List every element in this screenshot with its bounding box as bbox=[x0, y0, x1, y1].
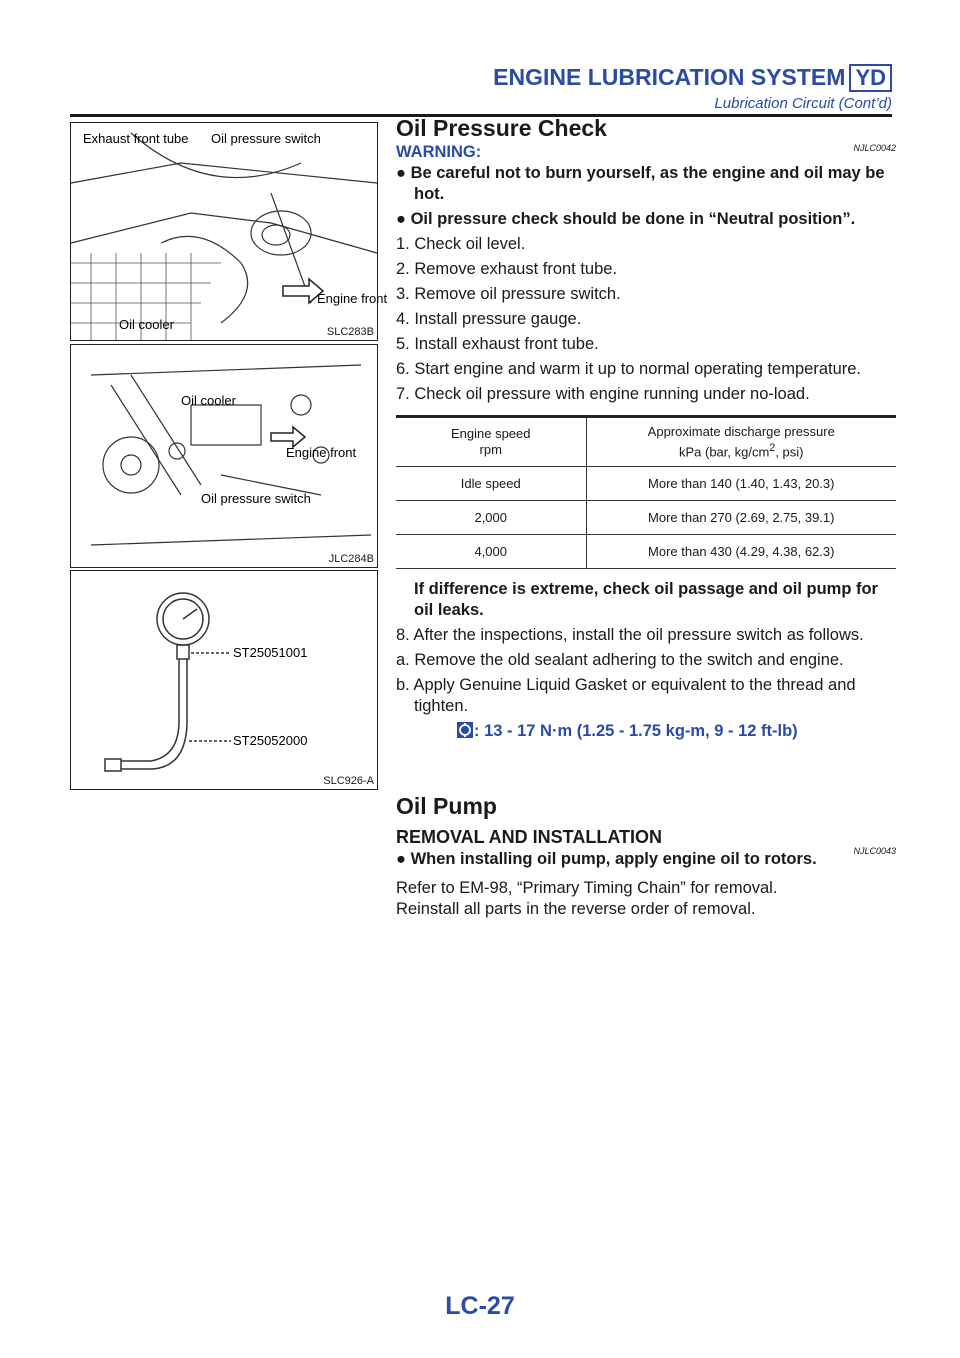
table-header-pressure: Approximate discharge pressure kPa (bar, $kg/cm^2$, psi) bbox=[586, 418, 896, 467]
step-item: 5. Install exhaust front tube. bbox=[396, 335, 599, 353]
figure-1-label-switch: Oil pressure switch bbox=[211, 131, 321, 146]
step-item: 8. After the inspections, install the oil pressure switch as follows. bbox=[396, 626, 864, 645]
section-tag: NJLC0042 bbox=[853, 143, 896, 153]
step-item: b. Apply Genuine Liquid Gasket or equivalent to the thread and tighten. bbox=[396, 676, 856, 716]
oil-pressure-check-section bbox=[396, 115, 896, 742]
figure-1-id: SLC283B bbox=[326, 326, 374, 338]
step-item: 6. Start engine and warm it up to normal operating temperature. bbox=[396, 360, 862, 378]
pump-bullet: ● When installing oil pump, apply engine oil to rotors. bbox=[396, 850, 817, 868]
figure-oil-cooler-engine-front bbox=[70, 344, 378, 568]
engine-badge: YD bbox=[849, 64, 892, 92]
step-item: 7. Check oil pressure with engine running under no-load. bbox=[396, 385, 810, 403]
step-item: 1. Check oil level. bbox=[396, 235, 526, 253]
section-title: ENGINE LUBRICATION SYSTEM bbox=[493, 64, 846, 90]
step-item: 2. Remove exhaust front tube. bbox=[396, 260, 618, 278]
table-header-row bbox=[396, 418, 896, 467]
table-row: 2,000 More than 270 (2.69, 2.75, 39.1) bbox=[396, 501, 896, 535]
figure-2-id: JLC284B bbox=[328, 553, 374, 565]
figure-3-id: SLC926-A bbox=[323, 775, 374, 787]
figure-1-label-engine-front: Engine front bbox=[317, 291, 388, 306]
figure-2-label-switch: Oil pressure switch bbox=[201, 491, 311, 506]
step-item: 4. Install pressure gauge. bbox=[396, 310, 582, 328]
step-item: 3. Remove oil pressure switch. bbox=[396, 285, 621, 303]
figure-2-label-engine-front: Engine front bbox=[286, 445, 357, 460]
removal-installation-heading: REMOVAL AND INSTALLATION bbox=[396, 827, 662, 847]
table-header-speed: Engine speed rpm bbox=[396, 418, 586, 467]
figure-3-label-gauge: ST25051001 bbox=[233, 645, 308, 660]
pressure-spec-table bbox=[396, 415, 896, 569]
figure-3-label-hose: ST25052000 bbox=[233, 733, 308, 748]
pump-instruction: Refer to EM-98, “Primary Timing Chain” for removal. bbox=[396, 879, 778, 897]
note-text: If difference is extreme, check oil passage and oil pump for oil leaks. bbox=[414, 580, 878, 620]
warning-bullet: ● Oil pressure check should be done in “Neutral position”. bbox=[396, 210, 856, 228]
warning-bullet: ● Be careful not to burn yourself, as the engine and oil may be hot. bbox=[396, 164, 885, 203]
oil-pump-heading: Oil Pump bbox=[396, 793, 497, 819]
figure-1-label-exhaust: Exhaust front tube bbox=[83, 131, 189, 146]
section-subtitle: Lubrication Circuit (Cont’d) bbox=[714, 95, 892, 112]
torque-icon bbox=[456, 721, 474, 739]
table-row: 4,000 More than 430 (4.29, 4.38, 62.3) bbox=[396, 535, 896, 569]
figure-oil-pressure-switch-location bbox=[70, 122, 388, 341]
page-header bbox=[493, 64, 892, 92]
figure-1-drawing bbox=[71, 123, 388, 340]
step-item: a. Remove the old sealant adhering to the switch and engine. bbox=[396, 651, 844, 670]
section-tag: NJLC0043 bbox=[853, 846, 896, 856]
torque-spec: : 13 - 17 N·m (1.25 - 1.75 kg-m, 9 - 12 ft-lb) bbox=[396, 721, 896, 742]
figure-1-label-oil-cooler: Oil cooler bbox=[119, 317, 174, 332]
oil-pressure-check-heading: Oil Pressure Check bbox=[396, 115, 607, 141]
figure-3-drawing bbox=[71, 571, 377, 789]
figure-pressure-gauge bbox=[70, 570, 378, 790]
page-number: LC-27 bbox=[445, 1292, 515, 1320]
pump-instruction: Reinstall all parts in the reverse order of removal. bbox=[396, 900, 756, 918]
warning-label: WARNING: bbox=[396, 143, 482, 161]
figure-2-drawing bbox=[71, 345, 377, 567]
oil-pump-section bbox=[396, 793, 896, 920]
table-row: Idle speed More than 140 (1.40, 1.43, 20.3) bbox=[396, 467, 896, 501]
figure-2-label-oil-cooler: Oil cooler bbox=[181, 393, 236, 408]
